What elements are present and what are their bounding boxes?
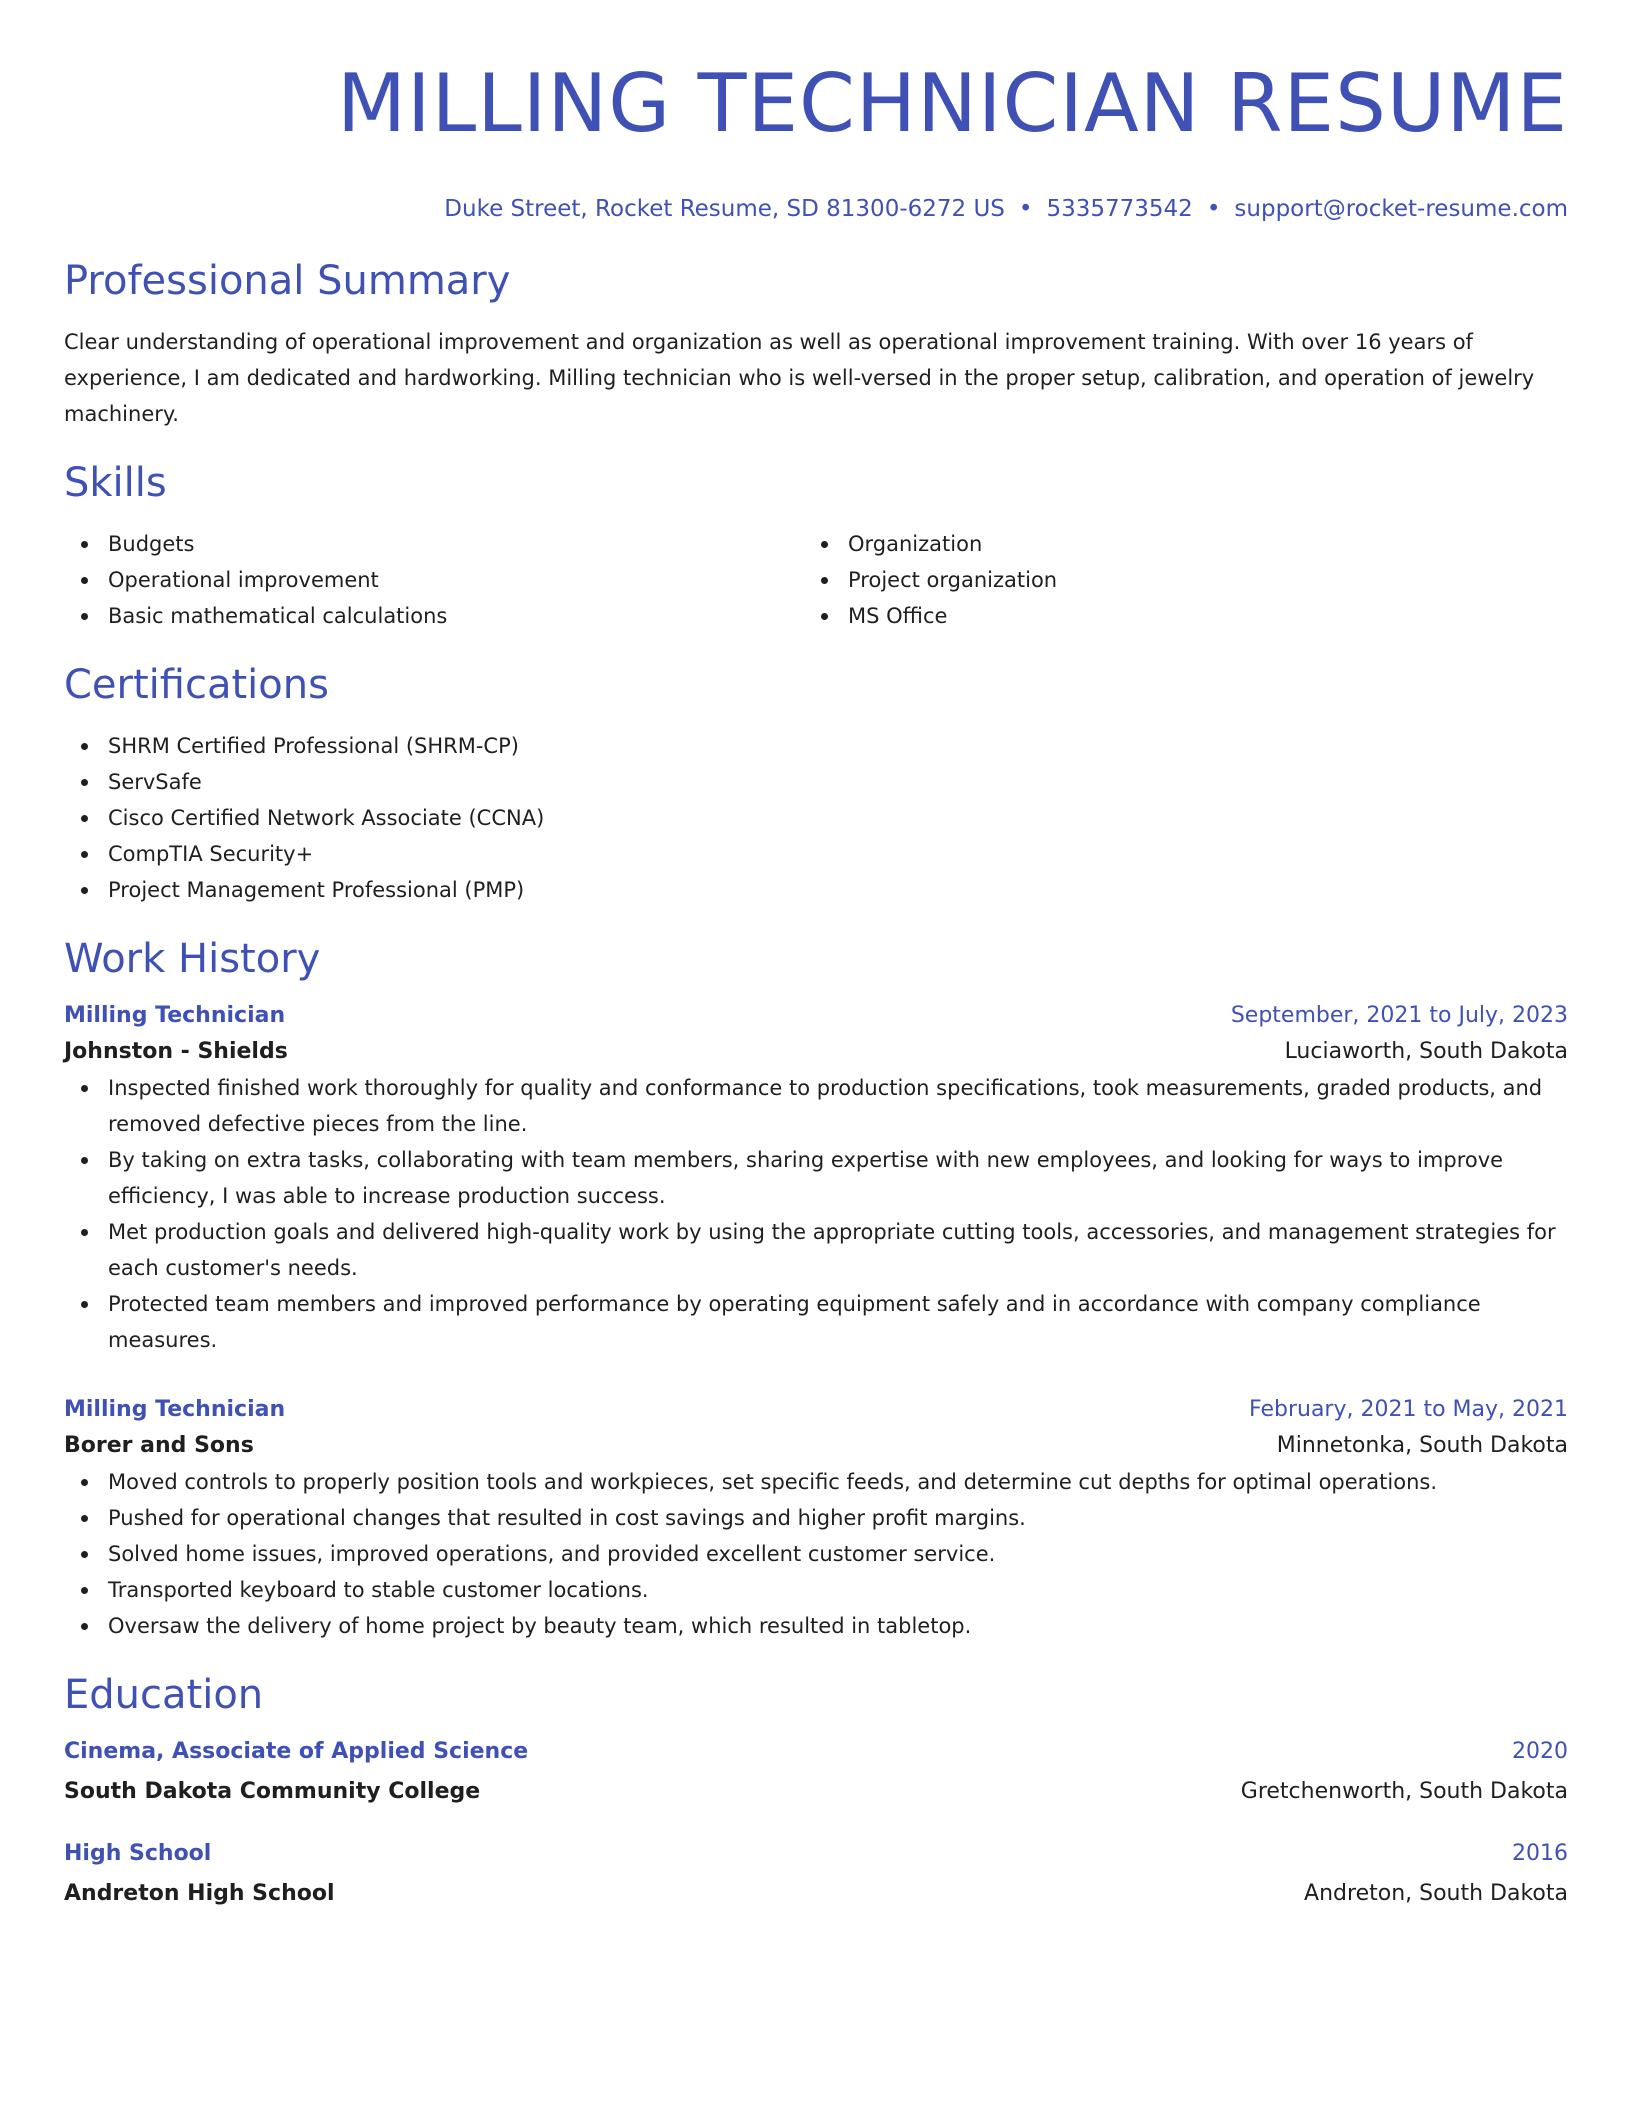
contact-line [64, 194, 1568, 224]
certification-item: CompTIA Security+ [64, 836, 1568, 872]
education-entry [64, 1836, 1568, 1912]
certification-item: Project Management Professional (PMP) [64, 872, 1568, 908]
education-school: South Dakota Community College [64, 1779, 481, 1804]
education-year: 2016 [1512, 1841, 1568, 1866]
job-company-row [64, 1034, 1568, 1070]
certifications-heading: Certifications [64, 662, 329, 708]
summary-heading: Professional Summary [64, 258, 511, 304]
job-bullet: By taking on extra tasks, collaborating with team members, sharing expertise with new employees, and looking for ways to improve efficiency, I was able to increase production success. [64, 1142, 1568, 1214]
job-header-row [64, 998, 1568, 1034]
job-company: Borer and Sons [64, 1433, 254, 1458]
job-bullet: Protected team members and improved performance by operating equipment safely and in accordance with company compliance measures. [64, 1286, 1568, 1358]
contact-separator: • [1206, 196, 1221, 222]
skills-list-right [804, 526, 1544, 634]
job-bullets [64, 1464, 1568, 1644]
summary-text: Clear understanding of operational improvement and organization as well as operational improvement training. With over 16 years of experience, I am dedicated and hardworking. Milling technician who is well-versed in the proper setup, calibration, and operation of jewelry machinery. [64, 330, 1535, 426]
job-bullet: Oversaw the delivery of home project by beauty team, which resulted in tabletop. [64, 1608, 1568, 1644]
job-header-row [64, 1392, 1568, 1428]
job-title: Milling Technician [64, 1397, 286, 1422]
education-location: Andreton, South Dakota [1304, 1881, 1568, 1906]
certification-item: SHRM Certified Professional (SHRM-CP) [64, 728, 1568, 764]
job-location: Minnetonka, South Dakota [1276, 1433, 1568, 1458]
skill-item: Organization [804, 526, 1544, 562]
education-school: Andreton High School [64, 1881, 335, 1906]
resume-title: MILLING TECHNICIAN RESUME [337, 57, 1568, 150]
job-entry [64, 1392, 1568, 1644]
summary-section [64, 256, 1568, 432]
job-dates: February, 2021 to May, 2021 [1249, 1397, 1568, 1422]
skill-item: Budgets [64, 526, 804, 562]
skill-item: MS Office [804, 598, 1544, 634]
certification-item: ServSafe [64, 764, 1568, 800]
skills-grid [64, 526, 1568, 634]
education-header-row [64, 1734, 1568, 1770]
contact-separator: • [1018, 196, 1033, 222]
skills-column-left [64, 526, 804, 634]
job-bullets [64, 1070, 1568, 1358]
skills-column-right [804, 526, 1544, 634]
contact-phone: 5335773542 [1046, 196, 1193, 222]
certifications-list [64, 728, 1568, 908]
skills-heading: Skills [64, 460, 167, 506]
education-section [64, 1670, 1568, 1912]
education-entry [64, 1734, 1568, 1810]
job-entry [64, 998, 1568, 1358]
contact-address: Duke Street, Rocket Resume, SD 81300-6272 US [444, 196, 1005, 222]
job-title: Milling Technician [64, 1003, 286, 1028]
work-heading: Work History [64, 936, 321, 982]
job-company-row [64, 1428, 1568, 1464]
skills-list-left [64, 526, 804, 634]
resume-header [64, 56, 1568, 224]
skill-item: Operational improvement [64, 562, 804, 598]
job-bullet: Moved controls to properly position tools and workpieces, set specific feeds, and determine cut depths for optimal operations. [64, 1464, 1568, 1500]
education-school-row [64, 1876, 1568, 1912]
job-location: Luciaworth, South Dakota [1284, 1039, 1568, 1064]
job-bullet: Met production goals and delivered high-quality work by using the appropriate cutting tools, accessories, and management strategies for each customer's needs. [64, 1214, 1568, 1286]
skill-item: Project organization [804, 562, 1544, 598]
job-bullet: Inspected finished work thoroughly for quality and conformance to production specifications, took measurements, graded products, and removed defective pieces from the line. [64, 1070, 1568, 1142]
education-heading: Education [64, 1672, 264, 1718]
work-section [64, 934, 1568, 1644]
job-bullet: Pushed for operational changes that resulted in cost savings and higher profit margins. [64, 1500, 1568, 1536]
job-dates: September, 2021 to July, 2023 [1230, 1003, 1568, 1028]
certification-item: Cisco Certified Network Associate (CCNA) [64, 800, 1568, 836]
education-school-row [64, 1774, 1568, 1810]
certifications-section [64, 660, 1568, 908]
job-bullet: Transported keyboard to stable customer locations. [64, 1572, 1568, 1608]
education-location: Gretchenworth, South Dakota [1240, 1779, 1568, 1804]
contact-email[interactable]: support@rocket-resume.com [1234, 196, 1568, 222]
skill-item: Basic mathematical calculations [64, 598, 804, 634]
education-degree: Cinema, Associate of Applied Science [64, 1739, 529, 1764]
skills-section [64, 458, 1568, 634]
education-degree: High School [64, 1841, 212, 1866]
job-bullet: Solved home issues, improved operations, and provided excellent customer service. [64, 1536, 1568, 1572]
education-year: 2020 [1512, 1739, 1568, 1764]
job-company: Johnston - Shields [64, 1039, 288, 1064]
education-header-row [64, 1836, 1568, 1872]
